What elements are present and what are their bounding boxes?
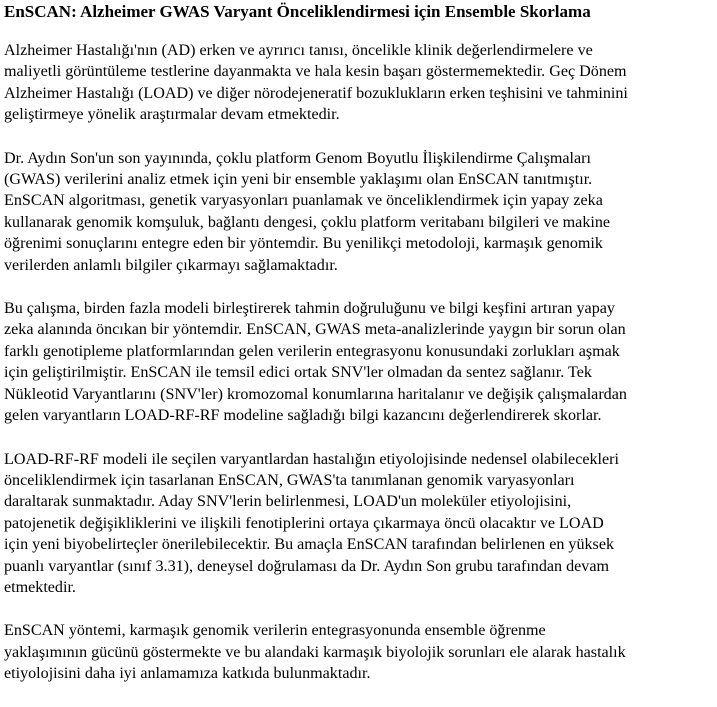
- document-title: EnSCAN: Alzheimer GWAS Varyant Önceliklendirmesi için Ensemble Skorlama: [4, 2, 591, 21]
- paragraph-conclusion: [4, 620, 714, 684]
- paragraph-results: [4, 449, 714, 599]
- text-line: Alzheimer Hastalığı'nın (AD) erken ve ayrırıcı tanısı, öncelikle klinik değerlendirmelere ve: [4, 42, 593, 59]
- text-line: Bu çalışma, birden fazla modeli birleştirerek tahmin doğruluğunu ve bilgi keşfini artıran yapay: [4, 300, 615, 318]
- text-line: verilerden anlamlı bilgiler çıkarmayı sağlamaktadır.: [4, 256, 338, 274]
- text-line: etiyolojisini daha iyi anlamamıza katkıda bulunmaktadır.: [4, 665, 371, 683]
- text-line: daraltarak sunmaktadır. Aday SNV'lerin belirlenmesi, LOAD'un moleküler etiyolojisini,: [4, 493, 572, 511]
- document: [4, 0, 714, 707]
- text-line: için yeni biyobelirteçler önerilebilecektir. Bu amaçla EnSCAN tarafından belirlenen en yüksek: [4, 536, 615, 554]
- text-line: önceliklendirmek için tasarlanan EnSCAN, GWAS'ta tanımlanan genomik varyasyonları: [4, 471, 575, 489]
- text-line: farklı genotipleme platformlarından gelen verilerin entegrasyonu konusundaki zorlukları aşmak: [4, 342, 620, 360]
- text-line: Dr. Aydın Son'un son yayınında, çoklu platform Genom Boyutlu İlişkilendirme Çalışmaları: [4, 149, 591, 167]
- text-line: puanlı varyantlar (sınıf 3.31), deneysel doğrulaması da Dr. Aydın Son grubu tarafından devam: [4, 557, 610, 575]
- text-line: kullanarak genomik komşuluk, bağlantı dengesi, çoklu platform veritabanı bilgileri ve makine: [4, 213, 611, 231]
- text-line: maliyetli görüntüleme testlerine dayanmakta ve hala kesin başarı göstermemektedir. Geç Dönem: [4, 63, 627, 81]
- paragraph-publication: [4, 148, 714, 276]
- text-line: Alzheimer Hastalığı (LOAD) ve diğer nörodejeneratif bozuklukların erken teşhisini ve tahminini: [4, 84, 628, 102]
- text-line: için geliştirilmiştir. EnSCAN ile temsil edici ortak SNV'ler olmadan da sentez sağlanır. Tek: [4, 364, 592, 382]
- text-line: EnSCAN yöntemi, karmaşık genomik verilerin entegrasyonunda ensemble öğrenme: [4, 622, 546, 640]
- text-line: öğrenimi sonuçlarını entegre eden bir yöntemdir. Bu yenilikçi metodoloji, karmaşık genomik: [4, 235, 603, 253]
- text-line: geliştirmeye yönelik araştırmalar devam etmektedir.: [4, 106, 340, 124]
- text-line: Nükleotid Varyantlarını (SNV'ler) kromozomal konumlarına haritalanır ve değişik çalışmalardan: [4, 385, 627, 403]
- paragraph-intro: [4, 40, 714, 126]
- text-line: etmektedir.: [4, 578, 76, 596]
- paragraph-method: [4, 298, 714, 426]
- text-line: zeka alanında öncıkan bir yöntemdir. EnSCAN, GWAS meta-analizlerinde yaygın bir sorun olan: [4, 321, 626, 339]
- text-line: (GWAS) verilerini analiz etmek için yeni bir ensemble yaklaşımı olan EnSCAN tanıtmıştır.: [4, 171, 593, 189]
- text-line: LOAD-RF-RF modeli ile seçilen varyantlardan hastalığın etiyolojisinde nedensel olabilecekleri: [4, 450, 619, 468]
- text-line: gelen varyantların LOAD-RF-RF modeline sağladığı bilgi kazancını değerlendirerek skorlar.: [4, 407, 602, 425]
- text-line: patojenetik değişikliklerini ve ilişkili fenotiplerini ortaya çıkarmaya öncü olacaktır ve LOAD: [4, 514, 604, 532]
- text-line: EnSCAN algoritması, genetik varyasyonları puanlamak ve önceliklendirmek için yapay zeka: [4, 192, 603, 210]
- text-line: yaklaşımının gücünü göstermekte ve bu alandaki karmaşık biyolojik sorunları ele alarak hastalık: [4, 643, 626, 661]
